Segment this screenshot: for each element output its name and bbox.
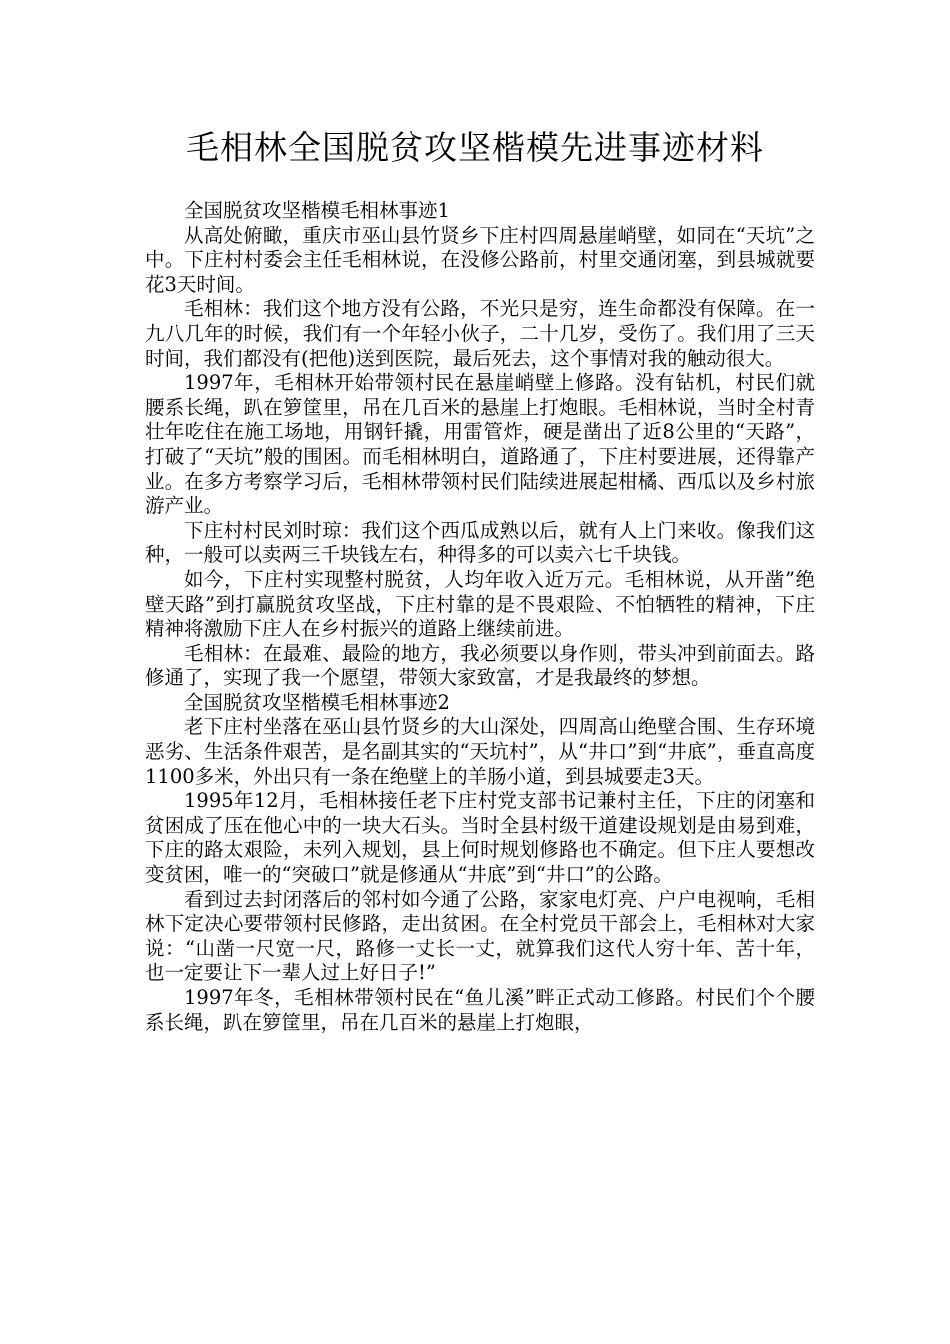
paragraph: 毛相林：在最难、最险的地方，我必须要以身作则，带头冲到前面去。路修通了，实现了我一个愿望，带领大家致富，才是我最终的梦想。	[145, 641, 815, 690]
paragraph: 下庄村村民刘时琼：我们这个西瓜成熟以后，就有人上门来收。像我们这种，一般可以卖两三千块钱左右，种得多的可以卖六七千块钱。	[145, 518, 815, 567]
paragraph: 从高处俯瞰，重庆市巫山县竹贤乡下庄村四周悬崖峭壁，如同在“天坑”之中。下庄村村委会主任毛相林说，在没修公路前，村里交通闭塞，到县城就要花3天时间。	[145, 223, 815, 296]
paragraph: 1997年，毛相林开始带领村民在悬崖峭壁上修路。没有钻机，村民们就腰系长绳，趴在箩筐里，吊在几百米的悬崖上打炮眼。毛相林说，当时全村青壮年吃住在施工场地，用钢钎撬，用雷管炸，硬是凿出了近8公里的“天路”，打破了“天坑”般的围困。而毛相林明白，道路通了，下庄村要进展，还得靠产业。在多方考察学习后，毛相林带领村民们陆续进展起柑橘、西瓜以及乡村旅游产业。	[145, 371, 815, 518]
paragraph: 老下庄村坐落在巫山县竹贤乡的大山深处，四周高山绝壁合围、生存环境恶劣、生活条件艰苦，是名副其实的“天坑村”，从“井口”到“井底”，垂直高度1100多米，外出只有一条在绝壁上的羊肠小道，到县城要走3天。	[145, 715, 815, 788]
paragraph-section-heading-2: 全国脱贫攻坚楷模毛相林事迹2	[184, 690, 450, 714]
paragraph: 如今，下庄村实现整村脱贫，人均年收入近万元。毛相林说，从开凿”绝壁天路”到打赢脱贫攻坚战，下庄村靠的是不畏艰险、不怕牺牲的精神，下庄精神将激励下庄人在乡村振兴的道路上继续前进。	[145, 567, 815, 641]
paragraph: 毛相林：我们这个地方没有公路，不光只是穷，连生命都没有保障。在一九八几年的时候，我们有一个年轻小伙子，二十几岁，受伤了。我们用了三天时间，我们都没有(把他)送到医院，最后死去，这个事情对我的触动很大。	[145, 297, 815, 370]
document-title: 毛相林全国脱贫攻坚楷模先进事迹材料	[186, 128, 764, 167]
paragraph: 1997年冬，毛相林带领村民在“鱼儿溪”畔正式动工修路。村民们个个腰系长绳，趴在箩筐里，吊在几百米的悬崖上打炮眼，	[145, 986, 815, 1034]
paragraph: 看到过去封闭落后的邻村如今通了公路，家家电灯亮、户户电视响，毛相林下定决心要带领村民修路，走出贫困。在全村党员干部会上，毛相林对大家说：“山凿一尺宽一尺，路修一丈长一丈，就算我们这代人穷十年、苦十年，也一定要让下一辈人过上好日子!”	[145, 887, 815, 985]
paragraph-section-heading-1: 全国脱贫攻坚楷模毛相林事迹1	[184, 199, 450, 222]
paragraph: 1995年12月，毛相林接任老下庄村党支部书记兼村主任，下庄的闭塞和贫困成了压在他心中的一块大石头。当时全县村级干道建设规划是由易到难，下庄的路太艰险，未列入规划，县上何时规划修路也不确定。但下庄人要想改变贫困，唯一的“突破口”就是修通从“井底”到“井口”的公路。	[145, 789, 815, 887]
document-body	[145, 199, 815, 1035]
